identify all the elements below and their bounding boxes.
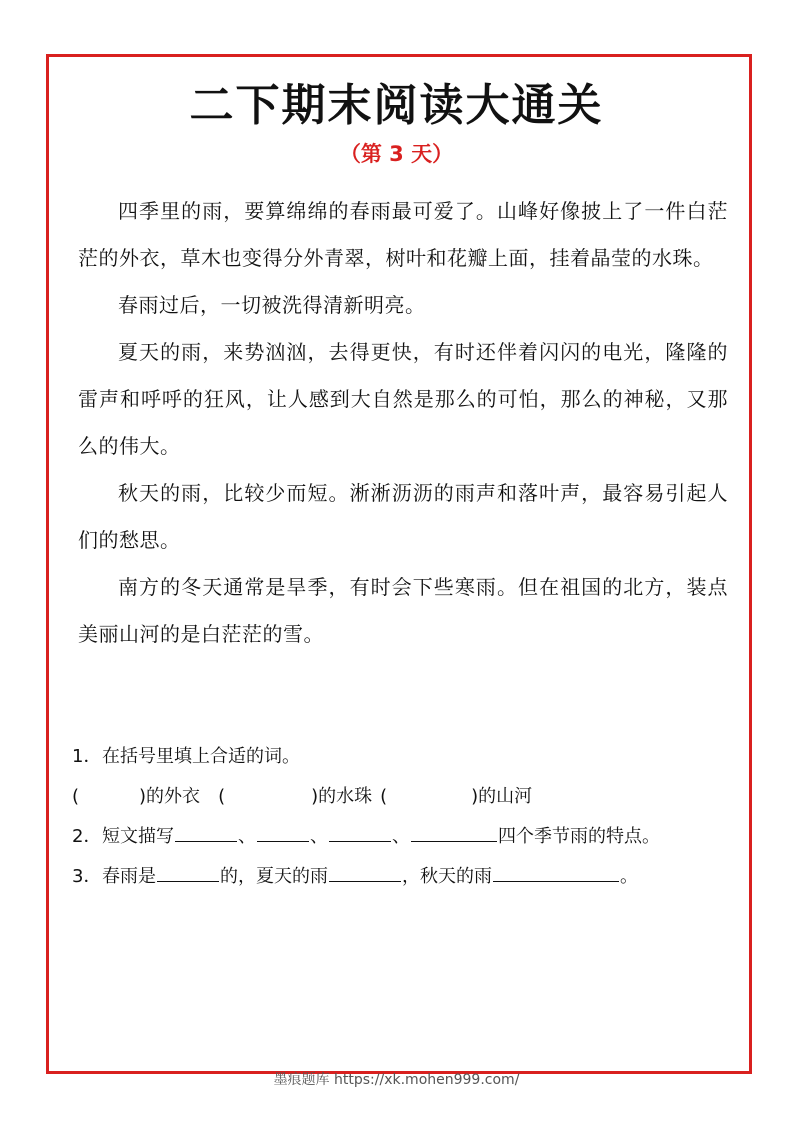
answer-blank[interactable] xyxy=(493,863,619,882)
paren-open: ( xyxy=(380,786,388,807)
passage-paragraph-after-spring: 春雨过后，一切被洗得清新明亮。 xyxy=(118,293,426,317)
page-subtitle: （第 3 天） xyxy=(339,142,454,166)
page-title: 二下期末阅读大通关 xyxy=(189,80,604,131)
question-number: 3． xyxy=(72,866,102,887)
fill-label: )的外衣 xyxy=(139,786,201,807)
question-text: 在括号里填上合适的词。 xyxy=(102,746,300,767)
fill-label: )的山河 xyxy=(471,786,533,807)
answer-blank[interactable] xyxy=(175,823,237,842)
passage-paragraph-summer: 夏天的雨，来势汹汹，去得更快，有时还伴着闪闪的电光，隆隆的雷声和呼呼的狂风，让人感到大自然是那么的可怕，那么的神秘，又那么的伟大。 xyxy=(78,340,728,458)
answer-blank[interactable] xyxy=(257,823,309,842)
question-text: ，秋天的雨 xyxy=(402,866,492,887)
answer-blank[interactable] xyxy=(329,863,401,882)
separator: 、 xyxy=(392,826,410,847)
paren-open: ( xyxy=(218,786,226,807)
question-text: 短文描写 xyxy=(102,826,174,847)
passage-paragraph-autumn: 秋天的雨，比较少而短。淅淅沥沥的雨声和落叶声，最容易引起人们的愁思。 xyxy=(78,481,728,552)
paren-open: ( xyxy=(72,786,80,807)
question-text: 四个季节雨的特点。 xyxy=(498,826,660,847)
passage-paragraph-winter: 南方的冬天通常是旱季，有时会下些寒雨。但在祖国的北方，装点美丽山河的是白茫茫的雪。 xyxy=(78,575,728,646)
question-2 xyxy=(72,820,732,860)
footer-watermark: 墨痕题库 https://xk.mohen999.com/ xyxy=(273,1072,520,1088)
answer-blank[interactable] xyxy=(157,863,219,882)
reading-passage xyxy=(78,188,728,658)
question-text: 春雨是 xyxy=(102,866,156,887)
question-number: 1． xyxy=(72,746,102,767)
question-text: 的，夏天的雨 xyxy=(220,866,328,887)
passage-paragraph-spring: 四季里的雨，要算绵绵的春雨最可爱了。山峰好像披上了一件白茫茫的外衣，草木也变得分外青翠，树叶和花瓣上面，挂着晶莹的水珠。 xyxy=(78,199,728,270)
question-1-fill-line xyxy=(72,780,732,820)
separator: 、 xyxy=(238,826,256,847)
answer-blank[interactable] xyxy=(411,823,497,842)
question-3 xyxy=(72,860,732,900)
separator: 、 xyxy=(310,826,328,847)
questions-section xyxy=(72,740,732,900)
question-1 xyxy=(72,740,732,780)
question-number: 2． xyxy=(72,826,102,847)
answer-blank[interactable] xyxy=(329,823,391,842)
question-text: 。 xyxy=(620,866,638,887)
fill-label: )的水珠 xyxy=(311,786,373,807)
